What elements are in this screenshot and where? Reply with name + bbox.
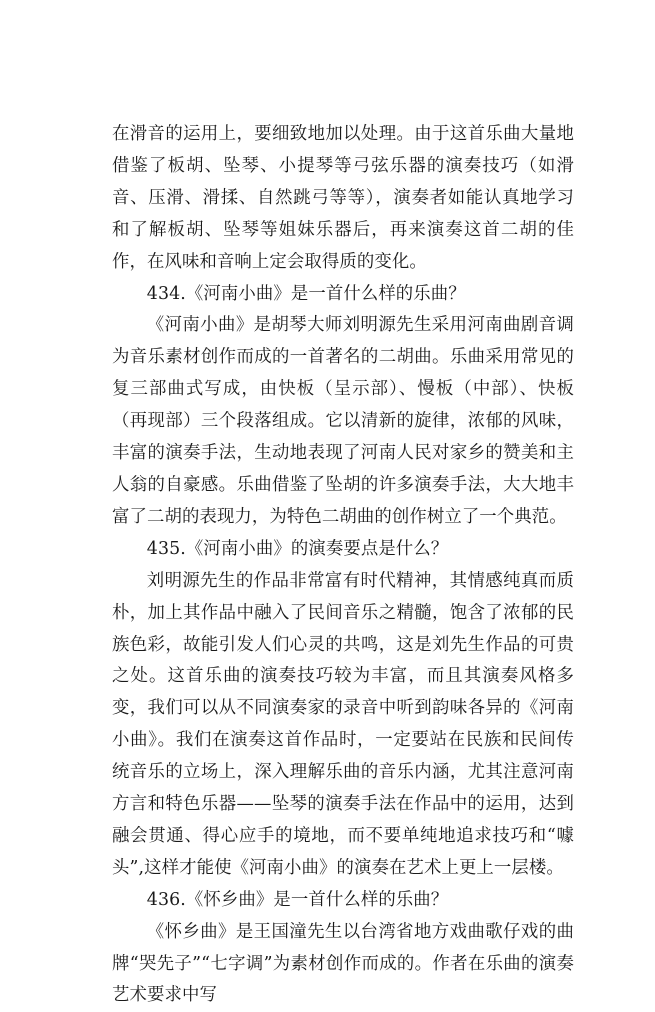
question-435-heading: 435.《河南小曲》的演奏要点是什么？ [146, 538, 449, 559]
paragraph-answer-436: 《怀乡曲》是王国潼先生以台湾省地方戏曲歌仔戏的曲牌“哭先子”“七字调”为素材创作而成的。作者在乐曲的演奏艺术要求中写 [112, 921, 574, 1006]
question-434-heading: 434.《河南小曲》是一首什么样的乐曲？ [146, 283, 466, 304]
paragraph-answer-434: 《河南小曲》是胡琴大师刘明源先生采用河南曲剧音调为音乐素材创作而成的一首著名的二胡曲。乐曲采用常见的复三部曲式写成，由快板（呈示部）、慢板（中部）、快板（再现部）三个段落组成。它以清新的旋律，浓郁的风味，丰富的演奏手法，生动地表现了河南人民对家乡的赞美和主人翁的自豪感。乐曲借鉴了坠胡的许多演奏手法，大大地丰富了二胡的表现力，为特色二胡曲的创作树立了一个典范。 [112, 315, 574, 527]
page-body-text [112, 119, 574, 1012]
paragraph-continued-hua-yin: 在滑音的运用上，要细致地加以处理。由于这首乐曲大量地借鉴了板胡、坠琴、小提琴等弓弦乐器的演奏技巧（如滑音、压滑、滑揉、自然跳弓等等），演奏者如能认真地学习和了解板胡、坠琴等姐妹乐器后，再来演奏这首二胡的佳作，在风味和音响上定会取得质的变化。 [112, 124, 574, 272]
paragraph-answer-435: 刘明源先生的作品非常富有时代精神，其情感纯真而质朴，加上其作品中融入了民间音乐之精髓，饱含了浓郁的民族色彩，故能引发人们心灵的共鸣，这是刘先生作品的可贵之处。这首乐曲的演奏技巧较为丰富，而且其演奏风格多变，我们可以从不同演奏家的录音中听到韵味各异的《河南小曲》。我们在演奏这首作品时，一定要站在民族和民间传统音乐的立场上，深入理解乐曲的音乐内涵，尤其注意河南方言和特色乐器——坠琴的演奏手法在作品中的运用，达到融会贯通、得心应手的境地，而不要单纯地追求技巧和“噱头”,这样才能使《河南小曲》的演奏在艺术上更上一层楼。 [112, 570, 574, 878]
question-436-heading: 436.《怀乡曲》是一首什么样的乐曲？ [146, 889, 449, 910]
